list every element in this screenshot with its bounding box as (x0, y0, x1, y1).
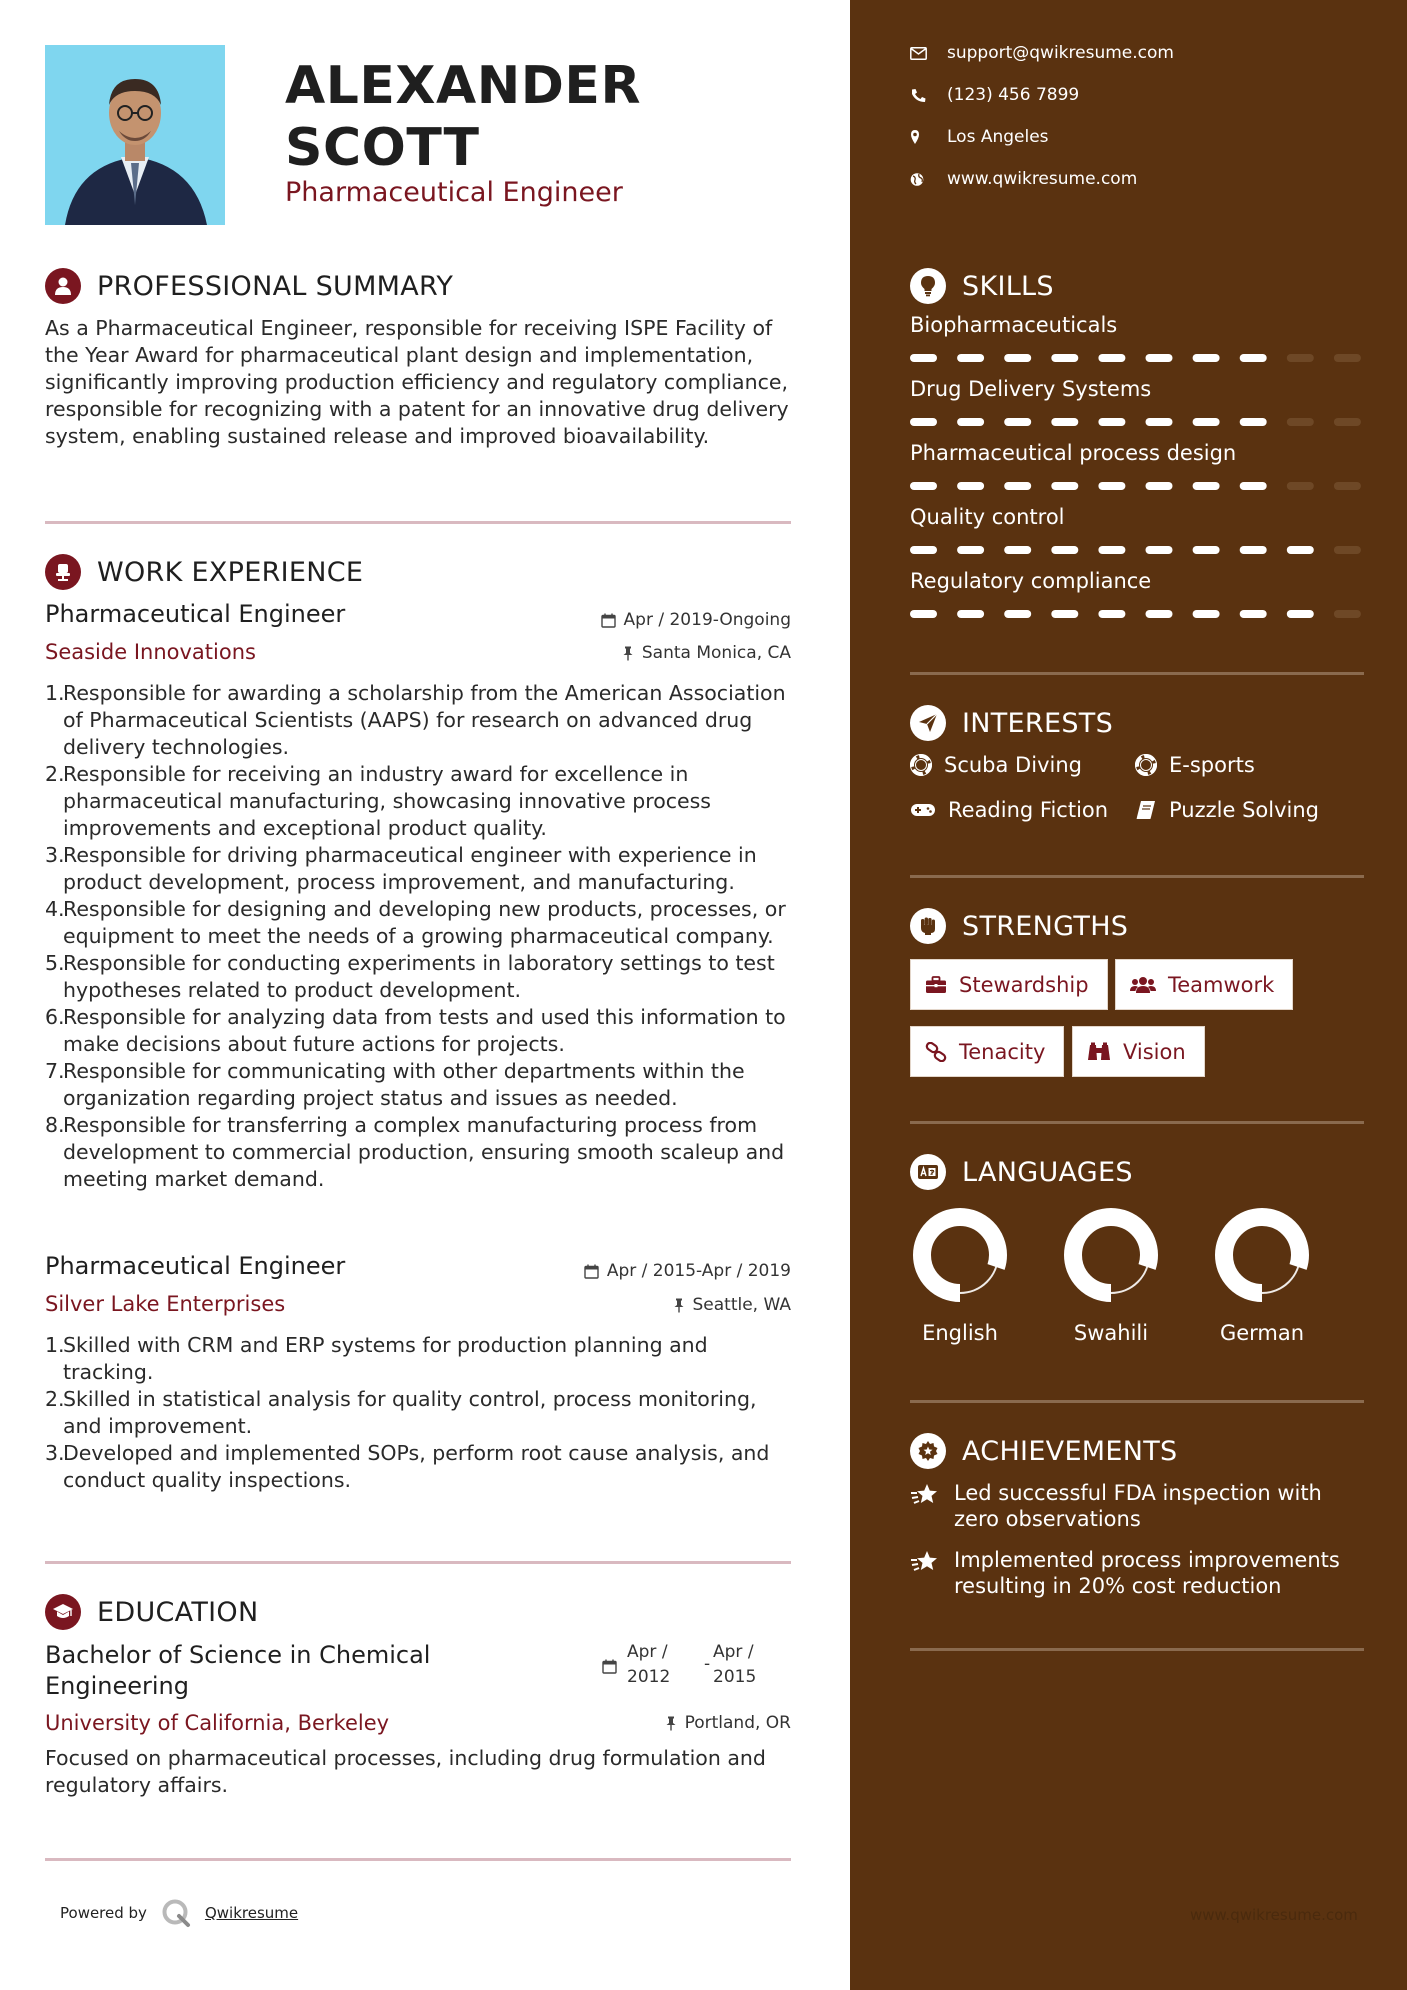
footer-website: www.qwikresume.com (1190, 1906, 1358, 1924)
skill-segment-filled (1098, 482, 1125, 490)
education-date-dash: - (704, 1654, 711, 1674)
skill-segment-empty (1287, 354, 1314, 362)
strengths-heading (910, 908, 1128, 944)
skill-segment-empty (1334, 610, 1361, 618)
graduation-icon (45, 1594, 81, 1630)
profile-photo (45, 45, 225, 225)
skill-segment-filled (1098, 418, 1125, 426)
skill-level-bar (910, 545, 1364, 555)
education-location (665, 1713, 791, 1733)
skill-name: Biopharmaceuticals (910, 313, 1118, 337)
calendar-icon (601, 613, 616, 628)
powered-by (60, 1898, 298, 1928)
skill-segment-empty (1334, 354, 1361, 362)
skill-level-bar (910, 353, 1364, 363)
language-level-ring (1063, 1207, 1159, 1303)
list-item: 5. Responsible for conducting experiments in laboratory settings to test hypotheses related to product development. (45, 951, 775, 1002)
list-item: 2. Responsible for receiving an industry award for excellence in pharmaceutical manufacturing, showcasing innovative process improvements and exceptional product quality. (45, 762, 711, 840)
skill-segment-filled (1051, 354, 1078, 362)
skill-name: Quality control (910, 505, 1065, 529)
strength-tag (910, 959, 1108, 1010)
list-item: 1. Skilled with CRM and ERP systems for production planning and tracking. (45, 1333, 708, 1384)
job-2-company: Silver Lake Enterprises (45, 1292, 286, 1316)
skill-segment-filled (957, 354, 984, 362)
job-2-location-text: Seattle, WA (692, 1295, 791, 1315)
language-item (905, 1207, 1015, 1345)
language-level-ring (912, 1207, 1008, 1303)
skill-segment-filled (1287, 546, 1314, 554)
skill-segment-filled (1146, 354, 1173, 362)
section-divider (910, 1400, 1364, 1403)
sidebar (850, 0, 1407, 1990)
calendar-icon (584, 1264, 599, 1279)
skill-segment-filled (910, 482, 937, 490)
list-item: 4. Responsible for designing and developing new products, processes, or equipment to meet the needs of a growing pharmaceutical company. (45, 897, 786, 948)
achievements-heading (910, 1433, 1178, 1469)
strength-label: Teamwork (1168, 972, 1275, 997)
skill-segment-filled (957, 418, 984, 426)
contact-location-text: Los Angeles (947, 127, 1049, 147)
name-first: ALEXANDER (285, 56, 641, 116)
skill-level-bar (910, 481, 1364, 491)
skill-segment-filled (1146, 418, 1173, 426)
section-divider (910, 672, 1364, 675)
job-2-dates (584, 1261, 791, 1281)
skill-name: Drug Delivery Systems (910, 377, 1152, 401)
book-icon (1135, 800, 1157, 820)
star-burst-icon (910, 1482, 940, 1508)
skill-segment-filled (1146, 610, 1173, 618)
lifebuoy-icon (910, 754, 932, 776)
job-2-location (673, 1295, 792, 1315)
job-2-title: Pharmaceutical Engineer (45, 1252, 346, 1280)
skill-segment-empty (1334, 482, 1361, 490)
experience-heading-text: WORK EXPERIENCE (97, 556, 364, 588)
list-item: 6. Responsible for analyzing data from tests and used this information to make decisions about future actions for projects. (45, 1005, 786, 1056)
achievement-item (910, 1547, 1364, 1599)
languages-heading (910, 1154, 1133, 1190)
interest-label: Scuba Diving (944, 753, 1082, 777)
skill-segment-filled (957, 546, 984, 554)
degree-line-1: Bachelor of Science in Chemical (45, 1641, 431, 1669)
job-1-location (622, 643, 791, 663)
contact-email-text[interactable]: support@qwikresume.com (947, 43, 1174, 63)
users-icon (1130, 976, 1156, 994)
skill-segment-filled (1287, 610, 1314, 618)
skill-segment-filled (957, 610, 984, 618)
skill-level-bar (910, 609, 1364, 619)
lightbulb-icon (910, 268, 946, 304)
pin-icon (665, 1716, 677, 1731)
skill-segment-filled (1098, 354, 1125, 362)
job-2-bullets (45, 1332, 795, 1494)
binoculars-icon (1087, 1042, 1111, 1062)
skill-name: Regulatory compliance (910, 569, 1152, 593)
name-last: SCOTT (285, 118, 480, 178)
summary-text: As a Pharmaceutical Engineer, responsible for receiving ISPE Facility of the Year Award for pharmaceutical plant design and implementation, significantly improving production efficiency and regulatory compliance, responsible for recognizing with a patent for an innovative drug delivery system, enabling sustained release and improved bioavailability. (45, 316, 789, 448)
skill-segment-filled (910, 418, 937, 426)
job-1-location-text: Santa Monica, CA (641, 643, 791, 663)
achievement-item (910, 1480, 1364, 1532)
list-item: 2. Skilled in statistical analysis for quality control, process monitoring, and improvement. (45, 1387, 757, 1438)
interest-item (1135, 798, 1319, 822)
skill-segment-filled (1004, 354, 1031, 362)
list-item: 7. Responsible for communicating with other departments within the organization regarding project status and issues as needed. (45, 1059, 745, 1110)
skill-segment-empty (1287, 482, 1314, 490)
candidate-name (285, 55, 805, 179)
skill-segment-filled (957, 482, 984, 490)
skill-segment-empty (1287, 418, 1314, 426)
skill-segment-filled (1004, 546, 1031, 554)
qwikresume-link[interactable]: Qwikresume (204, 1904, 299, 1922)
skill-segment-filled (1004, 418, 1031, 426)
map-marker-icon (910, 129, 927, 145)
skill-segment-filled (1051, 546, 1078, 554)
skill-segment-filled (910, 610, 937, 618)
education-end: Apr / 2015 (713, 1642, 757, 1687)
powered-by-text: Powered by (60, 1904, 147, 1922)
education-heading-text: EDUCATION (97, 1596, 259, 1628)
skill-level-bar (910, 417, 1364, 427)
section-divider (910, 875, 1364, 878)
section-divider (910, 1648, 1364, 1651)
language-item (1207, 1207, 1317, 1345)
skill-segment-filled (1004, 610, 1031, 618)
strength-tag (910, 1026, 1064, 1077)
contact-email (910, 43, 1174, 63)
skill-segment-filled (1240, 482, 1267, 490)
pin-icon (673, 1298, 685, 1313)
translate-icon (910, 1154, 946, 1190)
skill-segment-filled (1051, 482, 1078, 490)
skill-segment-filled (1240, 354, 1267, 362)
language-item (1056, 1207, 1166, 1345)
job-2-dates-text: Apr / 2015-Apr / 2019 (606, 1261, 791, 1281)
skill-segment-filled (1193, 354, 1220, 362)
skill-segment-filled (1004, 482, 1031, 490)
star-burst-icon (910, 1549, 940, 1575)
skill-segment-filled (1146, 482, 1173, 490)
skill-segment-filled (1240, 610, 1267, 618)
skill-segment-filled (1193, 546, 1220, 554)
section-divider (45, 1561, 791, 1564)
strength-label: Tenacity (959, 1039, 1046, 1064)
education-location-text: Portland, OR (684, 1713, 791, 1733)
skill-segment-filled (1193, 418, 1220, 426)
contact-website-text[interactable]: www.qwikresume.com (947, 169, 1138, 189)
skill-segment-filled (1098, 610, 1125, 618)
achievements-heading-text: ACHIEVEMENTS (962, 1435, 1178, 1467)
link-icon (925, 1042, 947, 1062)
strength-label: Vision (1123, 1039, 1186, 1064)
degree-title (45, 1640, 430, 1702)
strength-tag (1072, 1026, 1205, 1077)
skill-segment-filled (910, 354, 937, 362)
language-level-ring (1214, 1207, 1310, 1303)
lifebuoy-icon (1135, 754, 1157, 776)
envelope-icon (910, 47, 927, 60)
languages-heading-text: LANGUAGES (962, 1156, 1133, 1188)
skills-heading-text: SKILLS (962, 270, 1054, 302)
paper-plane-icon (910, 705, 946, 741)
job-1-bullets (45, 680, 795, 1193)
skill-segment-filled (910, 546, 937, 554)
achievement-text: Implemented process improvements resulting in 20% cost reduction (954, 1548, 1340, 1598)
award-star-icon (910, 1433, 946, 1469)
contact-location (910, 127, 1049, 147)
briefcase-icon (925, 976, 947, 994)
list-item: 3. Responsible for driving pharmaceutical engineer with experience in product development, process improvement, and manufacturing. (45, 843, 757, 894)
job-1-dates-text: Apr / 2019-Ongoing (623, 610, 791, 630)
interest-label: Puzzle Solving (1169, 798, 1319, 822)
interests-heading (910, 705, 1113, 741)
job-1-dates (601, 610, 791, 630)
education-heading (45, 1594, 258, 1630)
globe-icon (910, 172, 927, 187)
strength-label: Stewardship (959, 972, 1089, 997)
fist-icon (910, 908, 946, 944)
skill-segment-filled (1193, 482, 1220, 490)
summary-heading-text: PROFESSIONAL SUMMARY (97, 270, 454, 302)
phone-icon (910, 88, 927, 103)
interest-label: E-sports (1169, 753, 1255, 777)
section-divider (45, 521, 791, 524)
skill-segment-filled (1193, 610, 1220, 618)
interest-label: Reading Fiction (948, 798, 1109, 822)
education-start: Apr / 2012 (627, 1642, 671, 1687)
school-name: University of California, Berkeley (45, 1711, 390, 1735)
interest-item (1135, 753, 1255, 777)
pin-icon (622, 646, 634, 661)
degree-line-2: Engineering (45, 1672, 189, 1700)
achievement-text: Led successful FDA inspection with zero observations (954, 1481, 1322, 1531)
skill-segment-filled (1240, 418, 1267, 426)
skill-segment-empty (1334, 546, 1361, 554)
experience-heading (45, 554, 363, 590)
section-divider (910, 1121, 1364, 1124)
contact-phone-text: (123) 456 7899 (947, 85, 1080, 105)
language-name: Swahili (1073, 1321, 1149, 1345)
skill-segment-filled (1146, 546, 1173, 554)
language-name: English (922, 1321, 998, 1345)
calendar-icon (602, 1659, 617, 1674)
strength-tag (1115, 959, 1293, 1010)
strengths-heading-text: STRENGTHS (962, 910, 1129, 942)
job-1-company: Seaside Innovations (45, 640, 256, 664)
skill-segment-filled (1098, 546, 1125, 554)
skill-segment-filled (1051, 418, 1078, 426)
summary-heading (45, 268, 453, 304)
list-item: 3. Developed and implemented SOPs, perform root cause analysis, and conduct quality inspections. (45, 1441, 770, 1492)
qwikresume-logo-icon (161, 1898, 191, 1928)
contact-website (910, 169, 1137, 189)
skill-segment-empty (1334, 418, 1361, 426)
skills-heading (910, 268, 1054, 304)
skill-segment-filled (1051, 610, 1078, 618)
job-title-header: Pharmaceutical Engineer (285, 177, 623, 208)
list-item: 1. Responsible for awarding a scholarship from the American Association of Pharmaceutical Scientists (AAPS) for research on advanced drug delivery technologies. (45, 681, 786, 759)
language-name: German (1219, 1321, 1305, 1345)
skill-name: Pharmaceutical process design (910, 441, 1237, 465)
interest-item (910, 798, 1108, 822)
interest-item (910, 753, 1082, 777)
user-icon (45, 268, 81, 304)
section-divider (45, 1858, 791, 1861)
education-description: Focused on pharmaceutical processes, including drug formulation and regulatory affairs. (45, 1746, 766, 1797)
skill-segment-filled (1240, 546, 1267, 554)
contact-phone (910, 85, 1079, 105)
gamepad-icon (910, 802, 936, 818)
interests-heading-text: INTERESTS (962, 707, 1114, 739)
chair-icon (45, 554, 81, 590)
list-item: 8. Responsible for transferring a complex manufacturing process from development to commercial production, ensuring smooth scaleup and meeting market demand. (45, 1113, 785, 1191)
job-1-title: Pharmaceutical Engineer (45, 600, 346, 628)
